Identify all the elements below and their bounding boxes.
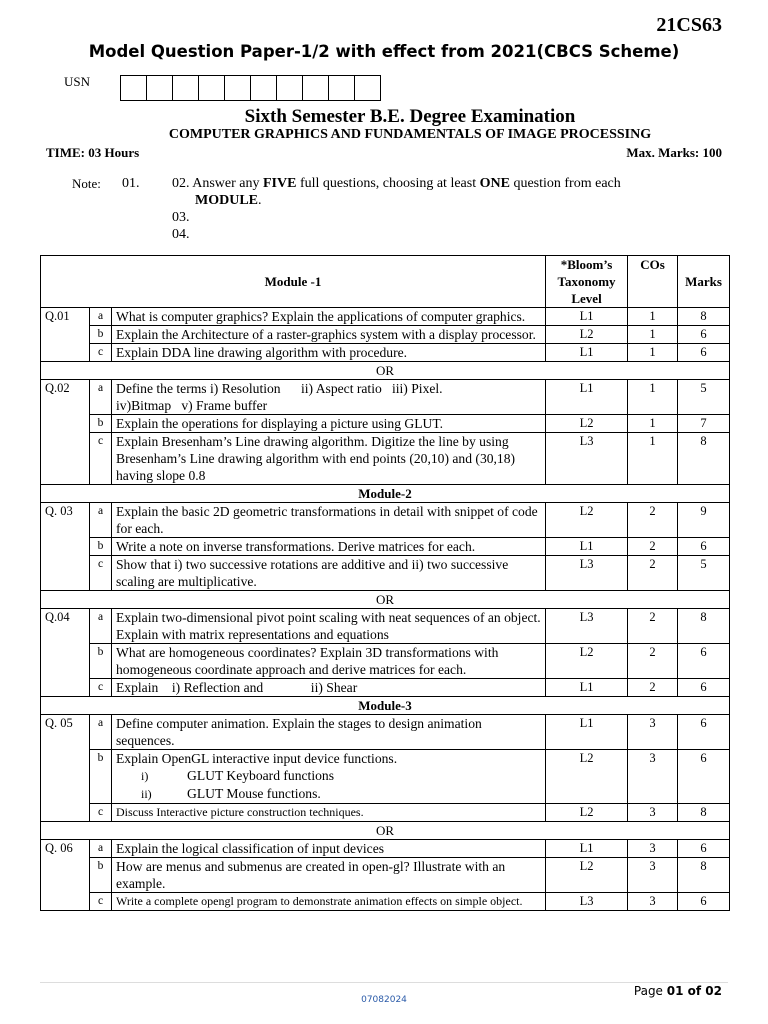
table-row [41,644,730,679]
sub-label: b [90,858,112,893]
blooms-level: L2 [546,750,628,804]
co-value: 3 [628,715,678,750]
marks-value: 8 [678,609,730,644]
blooms-level: L1 [546,840,628,858]
table-row [41,308,730,326]
marks-value: 8 [678,858,730,893]
table-row [41,538,730,556]
marks-value: 8 [678,308,730,326]
blooms-level: L2 [546,804,628,822]
question-text: Write a complete opengl program to demonstrate animation effects on simple object. [112,893,546,911]
blooms-level: L1 [546,308,628,326]
table-row [41,556,730,591]
usn-box [302,75,329,101]
marks-value: 5 [678,380,730,415]
marks-value: 6 [678,893,730,911]
or-separator: OR [41,822,730,840]
blooms-level: L2 [546,858,628,893]
co-value: 2 [628,538,678,556]
paper-title: Model Question Paper-1/2 with effect from 2021(CBCS Scheme) [88,42,680,61]
question-text: Explain the basic 2D geometric transformations in detail with snippet of code for each. [112,503,546,538]
question-text: Show that i) two successive rotations are additive and ii) two successive scaling are multiplicative. [112,556,546,591]
footer-divider [40,982,728,983]
sub-label: b [90,750,112,804]
sub-label: c [90,556,112,591]
question-text: What is computer graphics? Explain the applications of computer graphics. [112,308,546,326]
blooms-level: L1 [546,344,628,362]
sub-label: a [90,609,112,644]
note-1: 01. [122,176,140,191]
table-row [41,679,730,697]
footer-code: 07082024 [361,995,407,1005]
marks-value: 6 [678,715,730,750]
table-row [41,344,730,362]
co-value: 3 [628,893,678,911]
usn-box [354,75,381,101]
marks-value: 6 [678,344,730,362]
sub-label: a [90,308,112,326]
question-text: Explain DDA line drawing algorithm with procedure. [112,344,546,362]
question-text: What are homogeneous coordinates? Explain 3D transformations with homogeneous coordinate approach and derive matrices for each. [112,644,546,679]
marks-value: 8 [678,804,730,822]
co-value: 2 [628,503,678,538]
marks-value: 6 [678,840,730,858]
usn-boxes [120,75,380,101]
co-value: 3 [628,750,678,804]
question-text: Explain Bresenham’s Line drawing algorithm. Digitize the line by using Bresenham’s Line drawing algorithm with end points (20,10) and (30,18) having slope 0.8 [112,433,546,485]
question-text: Define the terms i) Resolution ii) Aspect ratio iii) Pixel. iv)Bitmap v) Frame buffer [112,380,546,415]
usn-box [250,75,277,101]
blooms-level: L2 [546,644,628,679]
note-4: 04. [172,227,190,242]
marks-value: 9 [678,503,730,538]
sub-label: b [90,644,112,679]
co-value: 2 [628,679,678,697]
semester-heading: Sixth Semester B.E. Degree Examination [244,106,576,127]
usn-box [172,75,199,101]
sub-label: c [90,344,112,362]
question-text: Write a note on inverse transformations. Derive matrices for each. [112,538,546,556]
table-row [41,609,730,644]
sub-label: c [90,433,112,485]
blooms-level: L1 [546,715,628,750]
question-table [40,255,730,911]
blooms-heading: *Bloom’s Taxonomy Level [546,256,628,308]
note-3: 03. [172,210,190,225]
page-number: Page 01 of 02 [633,984,722,998]
sub-label: a [90,715,112,750]
question-text: Explain the logical classification of input devices [112,840,546,858]
table-row [41,503,730,538]
blooms-level: L3 [546,556,628,591]
sub-label: b [90,415,112,433]
sub-item: ii) GLUT Mouse functions. [141,786,321,801]
marks-value: 6 [678,644,730,679]
marks-value: 7 [678,415,730,433]
course-title: COMPUTER GRAPHICS AND FUNDAMENTALS OF IMAGE PROCESSING [168,127,652,142]
co-value: 2 [628,556,678,591]
question-text: How are menus and submenus are created in open-gl? Illustrate with an example. [112,858,546,893]
max-marks: Max. Marks: 100 [626,145,722,160]
usn-box [198,75,225,101]
table-row [41,858,730,893]
marks-value: 8 [678,433,730,485]
table-row [41,415,730,433]
usn-box [328,75,355,101]
sub-label: a [90,840,112,858]
table-row [41,380,730,415]
table-row [41,804,730,822]
exam-time: TIME: 03 Hours [46,145,140,160]
module-heading: Module-2 [41,485,730,503]
question-text: Explain two-dimensional pivot point scaling with neat sequences of an object. Explain with matrix representations and equations [112,609,546,644]
question-number: Q. 03 [41,503,90,591]
sub-label: c [90,679,112,697]
marks-value: 6 [678,750,730,804]
usn-box [120,75,147,101]
co-value: 3 [628,858,678,893]
co-value: 1 [628,308,678,326]
or-separator: OR [41,362,730,380]
sub-label: a [90,380,112,415]
blooms-level: L3 [546,893,628,911]
sub-label: c [90,893,112,911]
table-row [41,326,730,344]
table-row [41,750,730,804]
usn-box [224,75,251,101]
usn-box [146,75,173,101]
marks-value: 6 [678,679,730,697]
question-number: Q.02 [41,380,90,485]
table-row [41,840,730,858]
question-number: Q.01 [41,308,90,362]
blooms-level: L3 [546,433,628,485]
blooms-level: L1 [546,538,628,556]
marks-value: 6 [678,538,730,556]
sub-item: i) GLUT Keyboard functions [141,768,334,783]
table-row [41,433,730,485]
blooms-level: L3 [546,609,628,644]
question-text: Explain i) Reflection and ii) Shear [112,679,546,697]
question-number: Q. 05 [41,715,90,822]
co-value: 1 [628,380,678,415]
co-value: 1 [628,415,678,433]
cos-heading: COs [628,256,678,308]
question-number: Q.04 [41,609,90,697]
marks-value: 6 [678,326,730,344]
blooms-level: L1 [546,380,628,415]
question-text: Discuss Interactive picture construction techniques. [112,804,546,822]
marks-heading: Marks [678,256,730,308]
table-row [41,715,730,750]
sub-label: c [90,804,112,822]
question-text: Explain the Architecture of a raster-graphics system with a display processor. [112,326,546,344]
question-text: Define computer animation. Explain the stages to design animation sequences. [112,715,546,750]
usn-label: USN [64,74,91,89]
question-text: Explain OpenGL interactive input device functions. i) GLUT Keyboard functions ii) GLUT Mouse functions. [112,750,546,804]
sub-label: a [90,503,112,538]
co-value: 1 [628,344,678,362]
question-text: Explain the operations for displaying a picture using GLUT. [112,415,546,433]
co-value: 2 [628,609,678,644]
table-row [41,893,730,911]
module-1-heading: Module -1 [41,256,546,308]
sub-label: b [90,538,112,556]
co-value: 1 [628,433,678,485]
or-separator: OR [41,591,730,609]
marks-value: 5 [678,556,730,591]
question-number: Q. 06 [41,840,90,911]
note-2: 02. Answer any FIVE full questions, choosing at least ONE question from each MODULE. [172,176,621,208]
co-value: 3 [628,804,678,822]
co-value: 2 [628,644,678,679]
blooms-level: L2 [546,326,628,344]
table-header-row [41,256,730,308]
module-heading: Module-3 [41,697,730,715]
blooms-level: L2 [546,415,628,433]
subject-code: 21CS63 [656,14,722,36]
note-label: Note: [72,176,101,191]
blooms-level: L1 [546,679,628,697]
usn-box [276,75,303,101]
blooms-level: L2 [546,503,628,538]
sub-label: b [90,326,112,344]
co-value: 1 [628,326,678,344]
co-value: 3 [628,840,678,858]
